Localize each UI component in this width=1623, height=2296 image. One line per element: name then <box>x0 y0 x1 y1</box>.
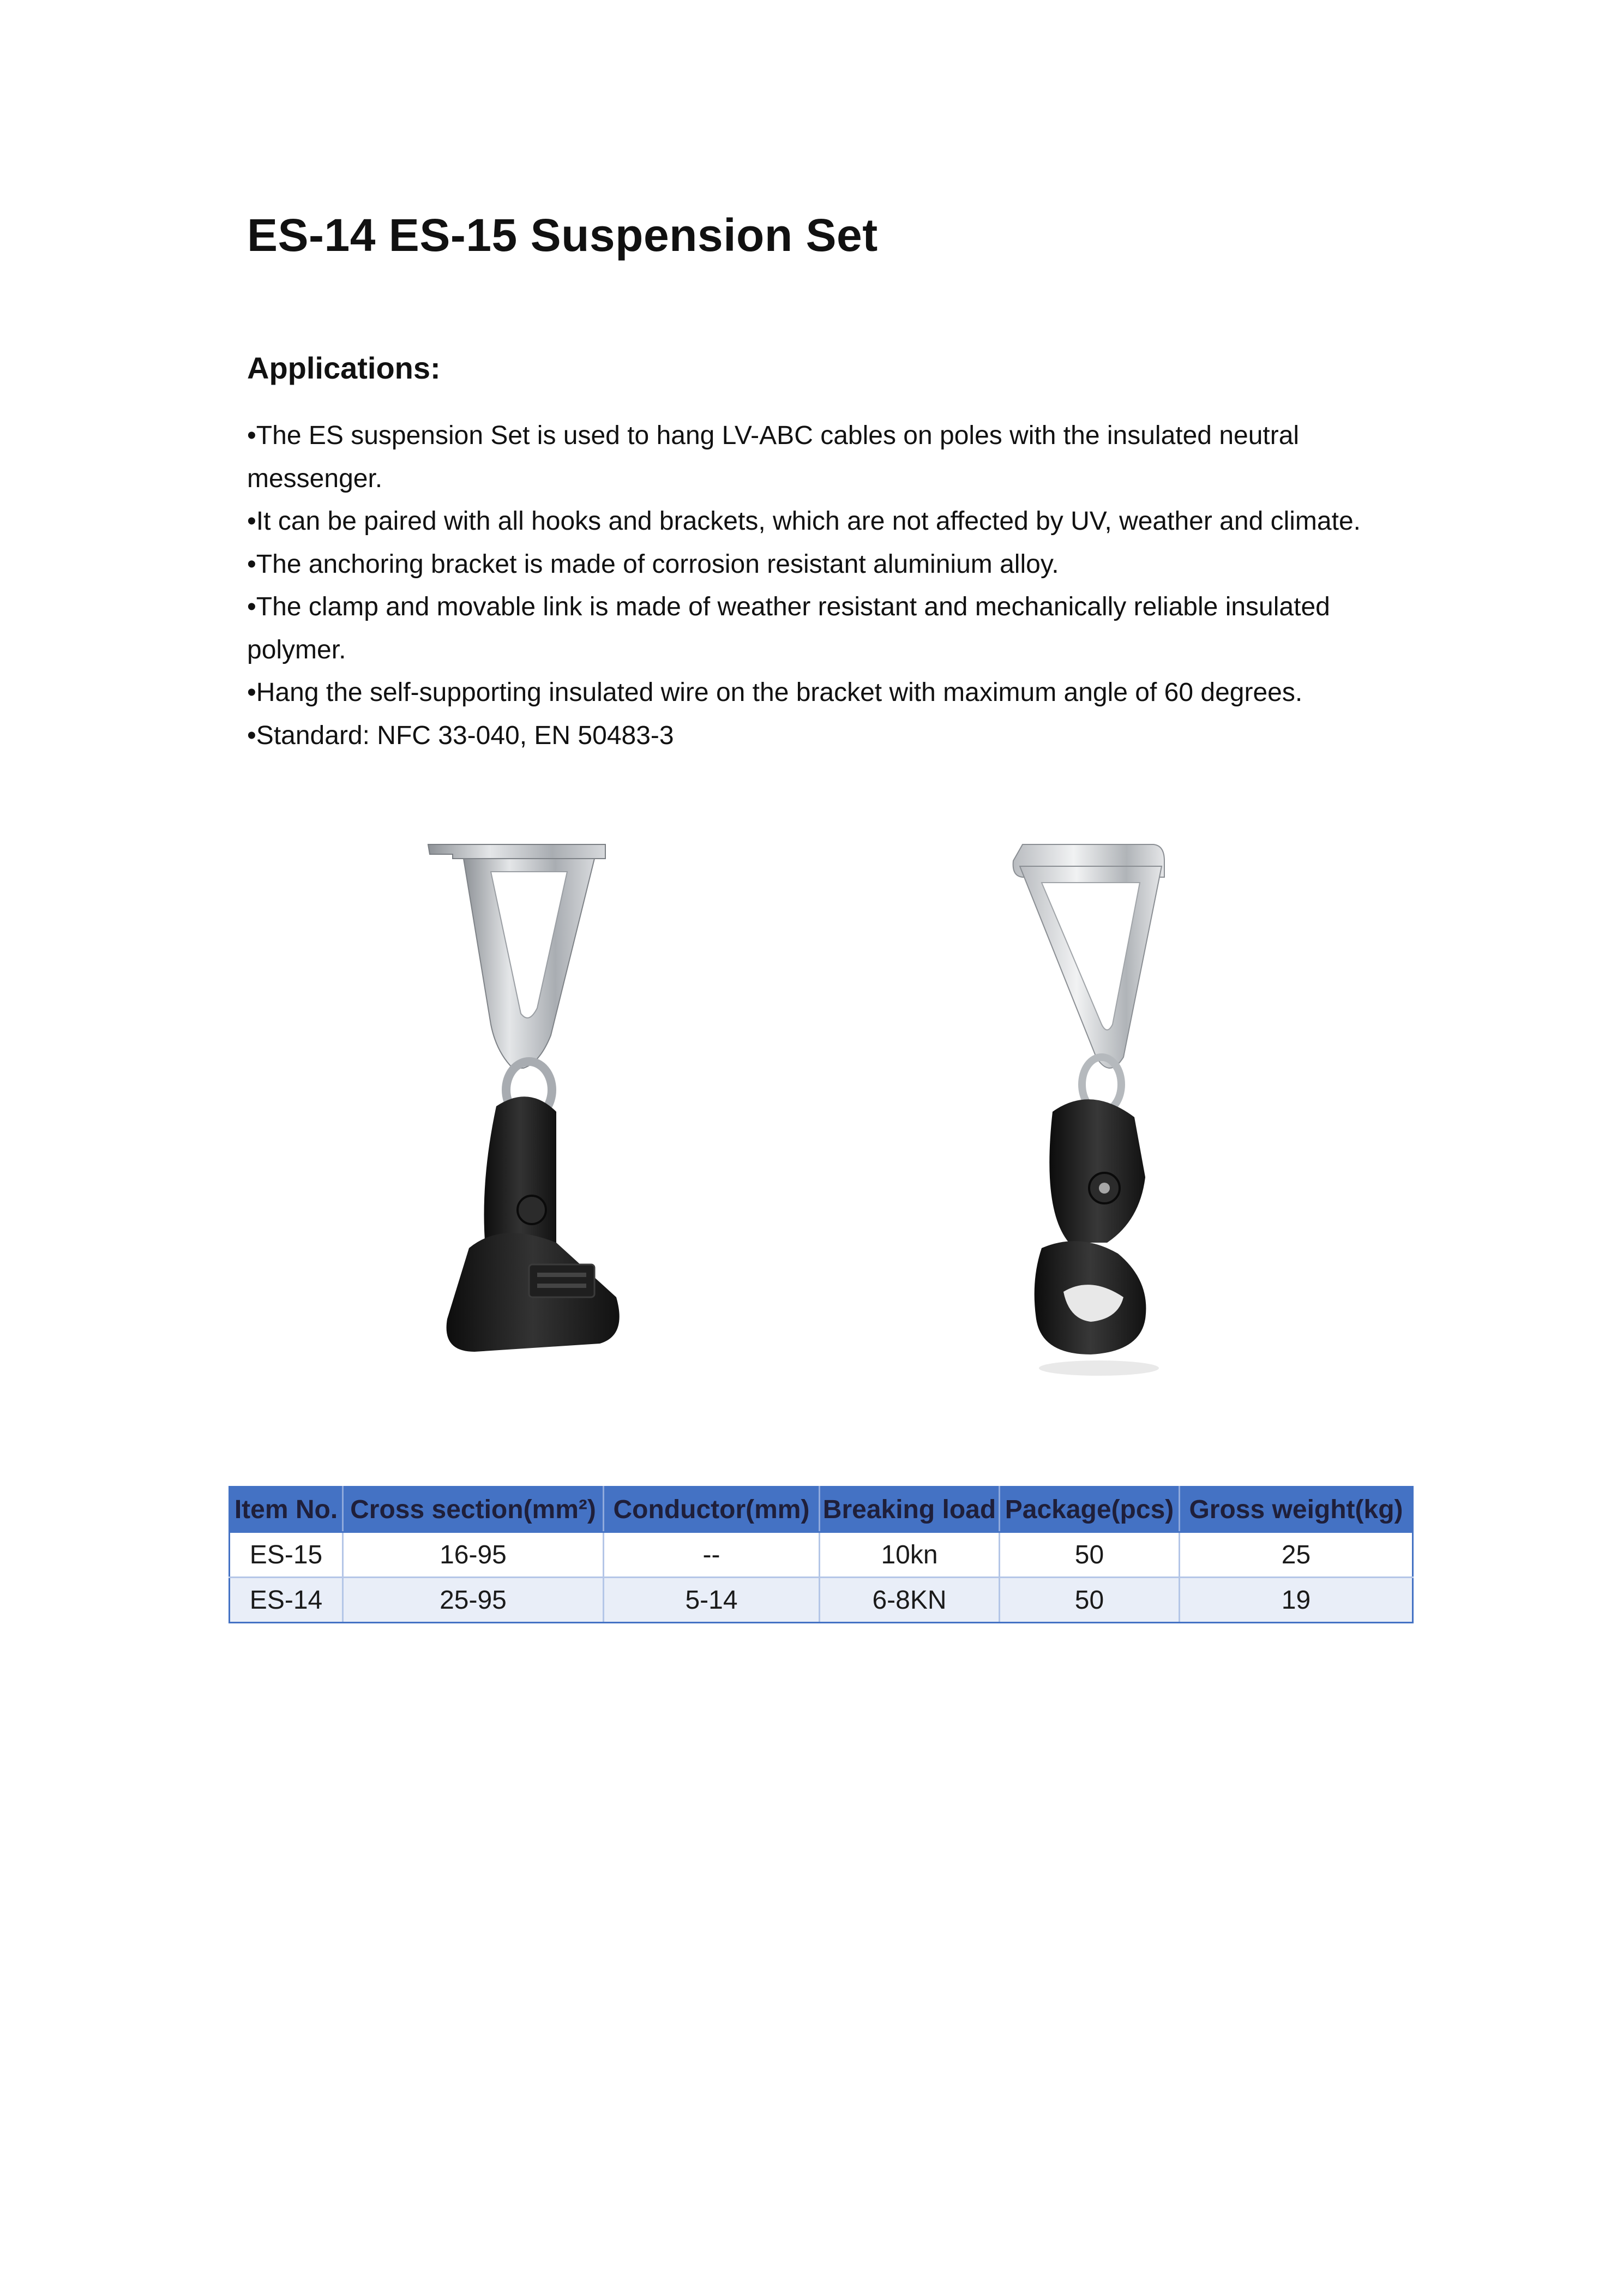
column-header-cross-section: Cross section(mm²) <box>343 1487 604 1532</box>
specification-table <box>229 1486 1414 1623</box>
cell-conductor: 5-14 <box>604 1578 820 1623</box>
product-photo-suspension-set <box>1009 828 1189 1379</box>
cell-gross-weight: 25 <box>1180 1532 1413 1578</box>
cell-breaking-load: 6-8KN <box>820 1578 1000 1623</box>
list-item: •The anchoring bracket is made of corrosion resistant aluminium alloy. <box>247 549 1059 579</box>
table-header-row <box>230 1487 1413 1532</box>
column-header-package: Package(pcs) <box>1000 1487 1180 1532</box>
table-row <box>230 1578 1413 1623</box>
column-header-breaking-load: Breaking load <box>820 1487 1000 1532</box>
applications-list <box>247 415 1414 757</box>
cell-cross-section: 16-95 <box>343 1532 604 1578</box>
list-item: •It can be paired with all hooks and brackets, which are not affected by UV, weather and climate. <box>247 507 1361 536</box>
cell-conductor: -- <box>604 1532 820 1578</box>
cell-cross-section: 25-95 <box>343 1578 604 1623</box>
page-title: ES-14 ES-15 Suspension Set <box>247 209 878 261</box>
list-item: •The clamp and movable link is made of weather resistant and mechanically reliable insulated polymer. <box>247 592 1330 664</box>
column-header-item-no: Item No. <box>230 1487 343 1532</box>
table-row <box>230 1532 1413 1578</box>
column-header-conductor: Conductor(mm) <box>604 1487 820 1532</box>
product-photo-suspension-clamp <box>420 828 638 1368</box>
cell-package: 50 <box>1000 1578 1180 1623</box>
list-item: •Hang the self-supporting insulated wire on the bracket with maximum angle of 60 degrees. <box>247 678 1303 707</box>
list-item: •The ES suspension Set is used to hang LV-ABC cables on poles with the insulated neutral messenger. <box>247 421 1300 493</box>
cell-item-no: ES-15 <box>230 1532 343 1578</box>
applications-heading: Applications: <box>247 351 441 385</box>
cell-gross-weight: 19 <box>1180 1578 1413 1623</box>
cell-item-no: ES-14 <box>230 1578 343 1623</box>
cell-breaking-load: 10kn <box>820 1532 1000 1578</box>
cell-package: 50 <box>1000 1532 1180 1578</box>
column-header-gross-weight: Gross weight(kg) <box>1180 1487 1413 1532</box>
list-item: •Standard: NFC 33-040, EN 50483-3 <box>247 721 674 750</box>
